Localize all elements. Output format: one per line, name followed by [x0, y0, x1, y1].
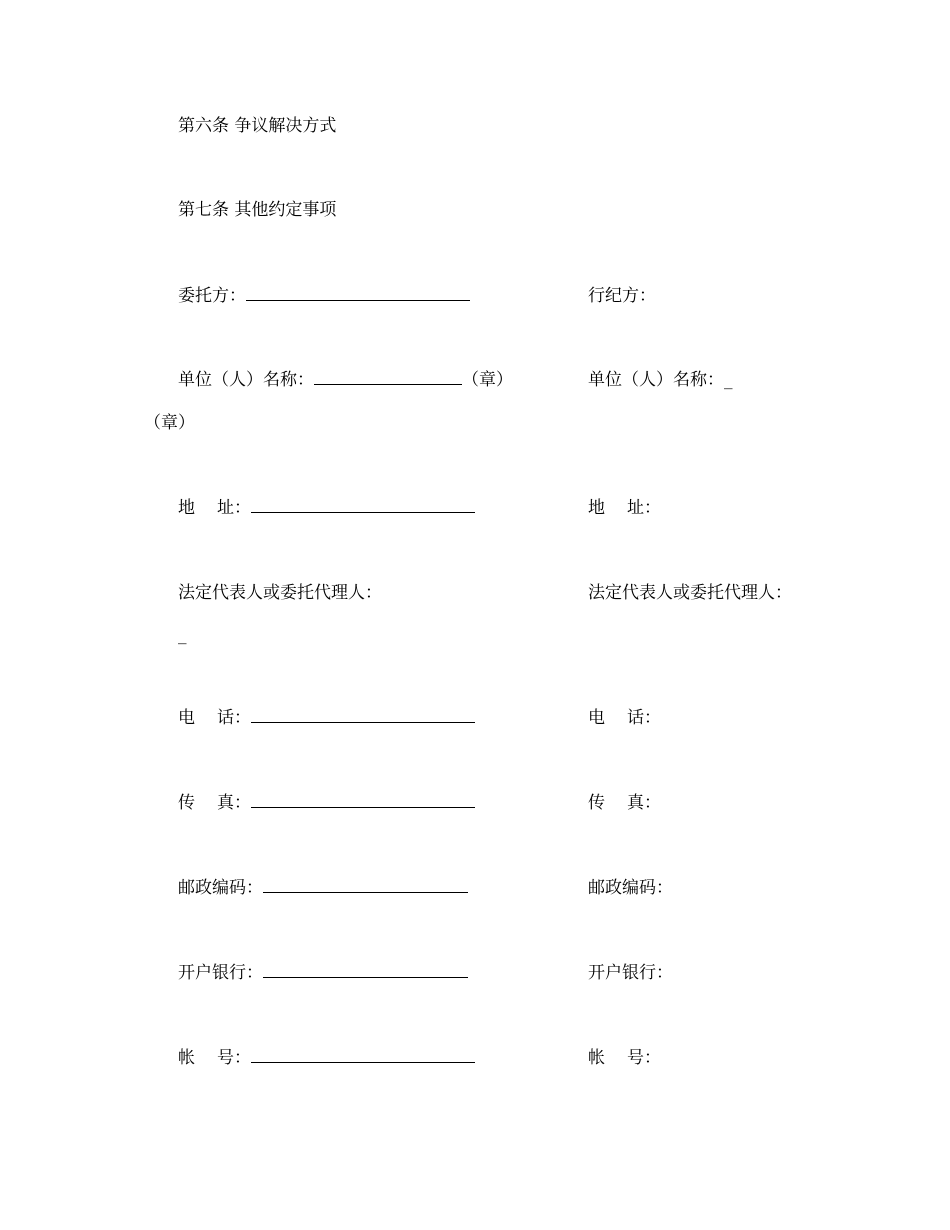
client-account-char2: 号：	[217, 1048, 251, 1068]
client-bank-row	[178, 963, 468, 983]
client-fax-char2: 真：	[217, 793, 251, 813]
client-representative-label: 法定代表人或委托代理人：	[178, 583, 382, 603]
client-unit-name-label: 单位（人）名称：	[178, 370, 314, 390]
client-party-label: 委托方：	[178, 286, 246, 306]
client-address-row	[178, 498, 475, 518]
broker-postal-label: 邮政编码：	[588, 878, 673, 898]
broker-phone-char2: 话：	[627, 708, 661, 728]
client-fax-blank	[251, 793, 475, 808]
client-bank-label: 开户银行：	[178, 963, 263, 983]
client-bank-blank	[263, 963, 468, 978]
client-seal-wrap: （章）	[144, 413, 195, 433]
client-postal-blank	[263, 878, 468, 893]
client-phone-char2: 话：	[217, 708, 251, 728]
broker-unit-name-label: 单位（人）名称：_	[588, 370, 733, 390]
broker-address-row	[588, 498, 661, 518]
client-phone-char1: 电	[178, 708, 195, 728]
client-phone-blank	[251, 708, 475, 723]
client-representative-trailing: _	[178, 625, 187, 645]
client-account-row	[178, 1048, 475, 1068]
broker-bank-label: 开户银行：	[588, 963, 673, 983]
client-postal-label: 邮政编码：	[178, 878, 263, 898]
client-account-char1: 帐	[178, 1048, 195, 1068]
client-fax-char1: 传	[178, 793, 195, 813]
broker-account-char1: 帐	[588, 1048, 605, 1068]
client-fax-row	[178, 793, 475, 813]
broker-address-char1: 地	[588, 498, 605, 518]
client-address-blank	[251, 498, 475, 513]
broker-account-char2: 号：	[627, 1048, 661, 1068]
broker-party-label: 行纪方：	[588, 286, 656, 306]
broker-address-char2: 址：	[627, 498, 661, 518]
broker-fax-row	[588, 793, 661, 813]
broker-fax-char2: 真：	[627, 793, 661, 813]
broker-account-row	[588, 1048, 661, 1068]
client-party-row	[178, 286, 470, 306]
article-6-heading: 第六条 争议解决方式	[178, 116, 337, 136]
client-address-char2: 址：	[217, 498, 251, 518]
broker-fax-char1: 传	[588, 793, 605, 813]
article-7-heading: 第七条 其他约定事项	[178, 200, 337, 220]
broker-phone-row	[588, 708, 661, 728]
client-unit-name-row	[178, 370, 513, 390]
client-unit-name-blank	[314, 370, 462, 385]
client-party-blank	[246, 286, 470, 301]
client-seal-inline: （章）	[462, 370, 513, 390]
client-phone-row	[178, 708, 475, 728]
broker-phone-char1: 电	[588, 708, 605, 728]
client-account-blank	[251, 1048, 475, 1063]
client-postal-row	[178, 878, 468, 898]
client-address-char1: 地	[178, 498, 195, 518]
broker-representative-label: 法定代表人或委托代理人：	[588, 583, 792, 603]
